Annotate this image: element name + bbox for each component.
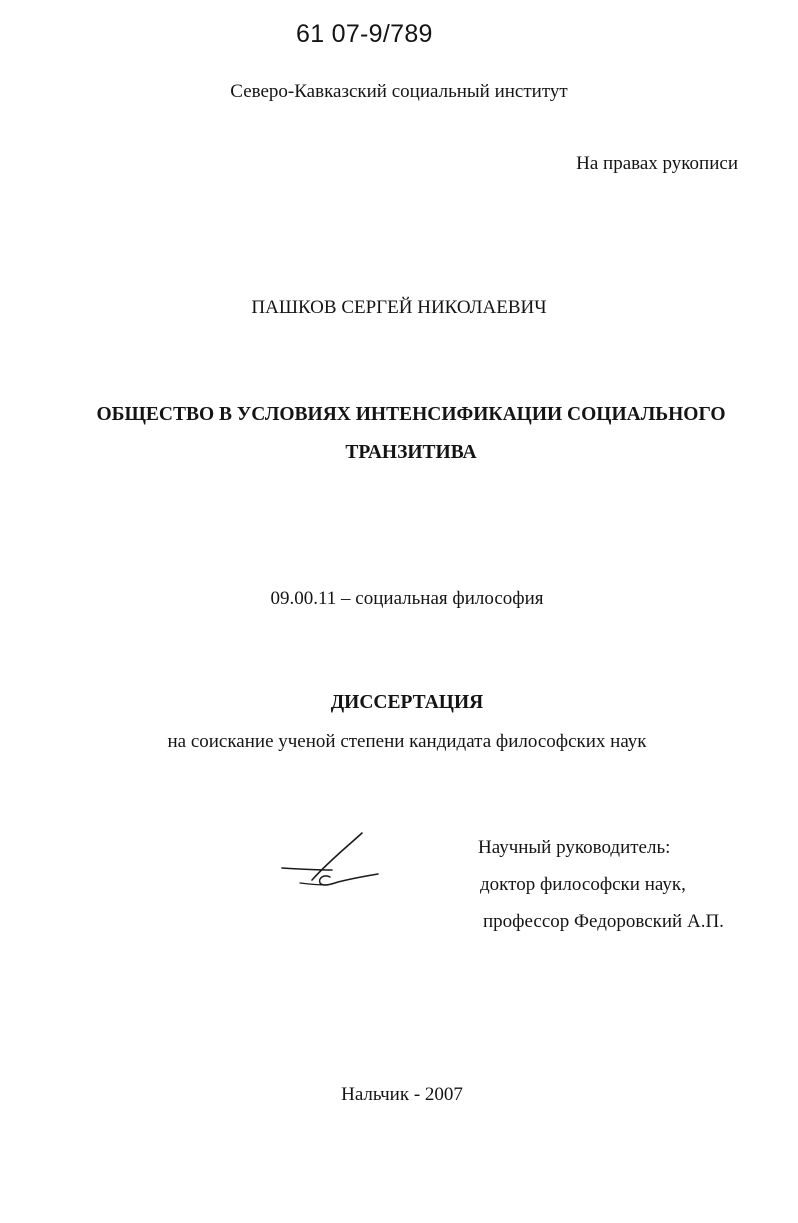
supervisor-name: профессор Федоровский А.П. bbox=[483, 911, 724, 932]
signature-stroke-loop bbox=[320, 874, 378, 885]
dissertation-title-line-2: ТРАНЗИТИВА bbox=[345, 442, 477, 463]
dissertation-title-line-1: ОБЩЕСТВО В УСЛОВИЯХ ИНТЕНСИФИКАЦИИ СОЦИАЛЬНОГО bbox=[96, 404, 726, 425]
author-name: ПАШКОВ СЕРГЕЙ НИКОЛАЕВИЧ bbox=[251, 297, 547, 318]
signature-stroke-slash bbox=[312, 833, 362, 880]
document-type: ДИССЕРТАЦИЯ bbox=[330, 692, 484, 713]
institution-name: Северо-Кавказский социальный институт bbox=[230, 81, 568, 102]
archive-code: 61 07-9/789 bbox=[296, 20, 433, 48]
city-year: Нальчик - 2007 bbox=[341, 1084, 463, 1105]
signature-icon bbox=[278, 830, 384, 890]
supervisor-label: Научный руководитель: bbox=[478, 837, 671, 858]
signature-stroke-bar bbox=[282, 868, 332, 870]
signature-stroke-tail bbox=[300, 883, 328, 885]
supervisor-degree: доктор философски наук, bbox=[480, 874, 686, 895]
rights-notice: На правах рукописи bbox=[576, 153, 738, 174]
degree-statement: на соискание ученой степени кандидата философских наук bbox=[167, 731, 647, 752]
specialty-code: 09.00.11 – социальная философия bbox=[270, 588, 544, 609]
